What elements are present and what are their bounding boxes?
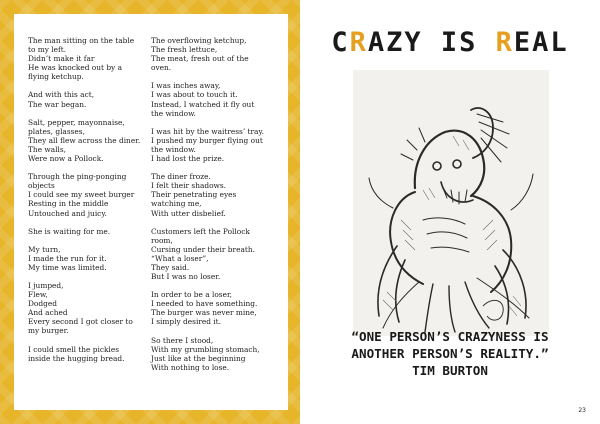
poem-line: Through the ping-ponging bbox=[28, 172, 127, 182]
poem-line: Cursing under their breath. bbox=[151, 244, 255, 254]
poem-stanza bbox=[28, 281, 154, 336]
poem-line: inside the hugging bread. bbox=[28, 353, 125, 363]
quote-block bbox=[318, 328, 582, 379]
poem-line: oven. bbox=[151, 63, 172, 73]
title-part: AZY IS bbox=[367, 27, 496, 58]
poem-line: I simply desired it. bbox=[151, 317, 221, 327]
poem-line: I could see my sweet burger bbox=[28, 190, 135, 200]
poem-line: The meat, fresh out of the bbox=[151, 54, 249, 64]
poem-column-left bbox=[28, 36, 154, 372]
poem-line: Were now a Pollock. bbox=[28, 154, 104, 164]
poem-stanza bbox=[28, 227, 154, 236]
poem-line: He was knocked out by a bbox=[28, 63, 122, 73]
poem-line: With nothing to lose. bbox=[151, 362, 230, 372]
poem-line: They said. bbox=[151, 262, 190, 272]
poem-line: my burger. bbox=[28, 326, 69, 336]
poem-line: My time was limited. bbox=[28, 262, 107, 272]
poem-stanza bbox=[151, 172, 281, 217]
poem-line: plates, glasses, bbox=[28, 126, 85, 136]
poem-line: I was about to touch it. bbox=[151, 90, 238, 100]
poem-line: I pushed my burger flying out bbox=[151, 135, 263, 145]
poem-stanza bbox=[28, 90, 154, 108]
quote-attribution: TIM BURTON bbox=[412, 363, 488, 378]
poem-line: The man sitting on the table bbox=[28, 36, 135, 45]
poem-line: Their penetrating eyes bbox=[151, 190, 237, 200]
poem-panel bbox=[14, 14, 288, 410]
poem-line: And with this act, bbox=[28, 90, 95, 100]
poem-line: The walls, bbox=[28, 144, 67, 154]
poem-line: the window. bbox=[151, 108, 196, 118]
poem-stanza bbox=[28, 172, 154, 217]
poem-line: My turn, bbox=[28, 244, 61, 254]
poem-line: Every second I got closer to bbox=[28, 317, 133, 327]
poem-line: In order to be a loser, bbox=[151, 290, 233, 300]
poem-stanza bbox=[151, 290, 281, 326]
poem-line: Untouched and juicy. bbox=[28, 208, 107, 218]
quote-line: ANOTHER PERSON’S REALITY.” bbox=[351, 346, 549, 361]
poem-line: So there I stood, bbox=[151, 335, 214, 345]
title-accent-letter: R bbox=[349, 27, 368, 58]
poem-line: I jumped, bbox=[28, 280, 64, 290]
poem-line: “What a loser”, bbox=[151, 253, 209, 263]
poem-line: watching me, bbox=[151, 199, 202, 209]
poem-line: I felt their shadows. bbox=[151, 181, 227, 191]
title-accent-letter: R bbox=[495, 27, 514, 58]
poem-column-right bbox=[151, 36, 281, 381]
right-page bbox=[300, 0, 600, 424]
poem-stanza bbox=[151, 127, 281, 163]
poem-stanza bbox=[28, 36, 154, 81]
poem-line: She is waiting for me. bbox=[28, 226, 111, 236]
poem-line: They all flew across the diner. bbox=[28, 135, 141, 145]
poem-line: the window. bbox=[151, 144, 196, 154]
creature-sketch-svg bbox=[353, 70, 549, 336]
poem-line: With utter disbelief. bbox=[151, 208, 226, 218]
poem-line: Dodged bbox=[28, 299, 57, 309]
poem-line: The fresh lettuce, bbox=[151, 45, 218, 55]
poem-line: I was hit by the waitress’ tray. bbox=[151, 126, 265, 136]
poem-line: The burger was never mine, bbox=[151, 308, 257, 318]
poem-stanza bbox=[28, 345, 154, 363]
poem-line: I had lost the prize. bbox=[151, 154, 225, 164]
poem-line: But I was no loser. bbox=[151, 272, 221, 282]
poem-stanza bbox=[28, 118, 154, 163]
poem-line: Customers left the Pollock bbox=[151, 226, 250, 236]
quote-line: “ONE PERSON’S CRAZYNESS IS bbox=[351, 329, 549, 344]
poem-line: I needed to have something. bbox=[151, 299, 258, 309]
poem-stanza bbox=[28, 245, 154, 272]
poem-line: Instead, I watched it fly out bbox=[151, 99, 255, 109]
poem-line: to my left. bbox=[28, 45, 67, 55]
poem-line: Just like at the beginning bbox=[151, 353, 246, 363]
poem-stanza bbox=[151, 36, 281, 72]
poem-line: Didn’t make it far bbox=[28, 54, 95, 64]
poem-line: I made the run for it. bbox=[28, 253, 107, 263]
poem-line: Flew, bbox=[28, 290, 48, 300]
poem-line: The diner froze. bbox=[151, 172, 211, 182]
poem-line: And ached bbox=[28, 308, 68, 318]
page-title bbox=[300, 27, 600, 58]
title-part: C bbox=[331, 27, 350, 58]
poem-line: flying ketchup. bbox=[28, 72, 84, 82]
poem-line: I was inches away, bbox=[151, 81, 221, 91]
creature-sketch-illustration bbox=[353, 70, 549, 336]
page-number: 23 bbox=[578, 407, 586, 414]
title-part: EAL bbox=[513, 27, 569, 58]
poem-line: I could smell the pickles bbox=[28, 344, 120, 354]
poem-stanza bbox=[151, 336, 281, 372]
poem-line: objects bbox=[28, 181, 55, 191]
poem-line: Salt, pepper, mayonnaise, bbox=[28, 117, 125, 127]
poem-stanza bbox=[151, 81, 281, 117]
poem-stanza bbox=[151, 227, 281, 282]
poem-line: room, bbox=[151, 235, 173, 245]
poem-line: Resting in the middle bbox=[28, 199, 109, 209]
poem-line: The overflowing ketchup, bbox=[151, 36, 247, 45]
poem-line: The war began. bbox=[28, 99, 87, 109]
poem-line: With my grumbling stomach, bbox=[151, 344, 260, 354]
